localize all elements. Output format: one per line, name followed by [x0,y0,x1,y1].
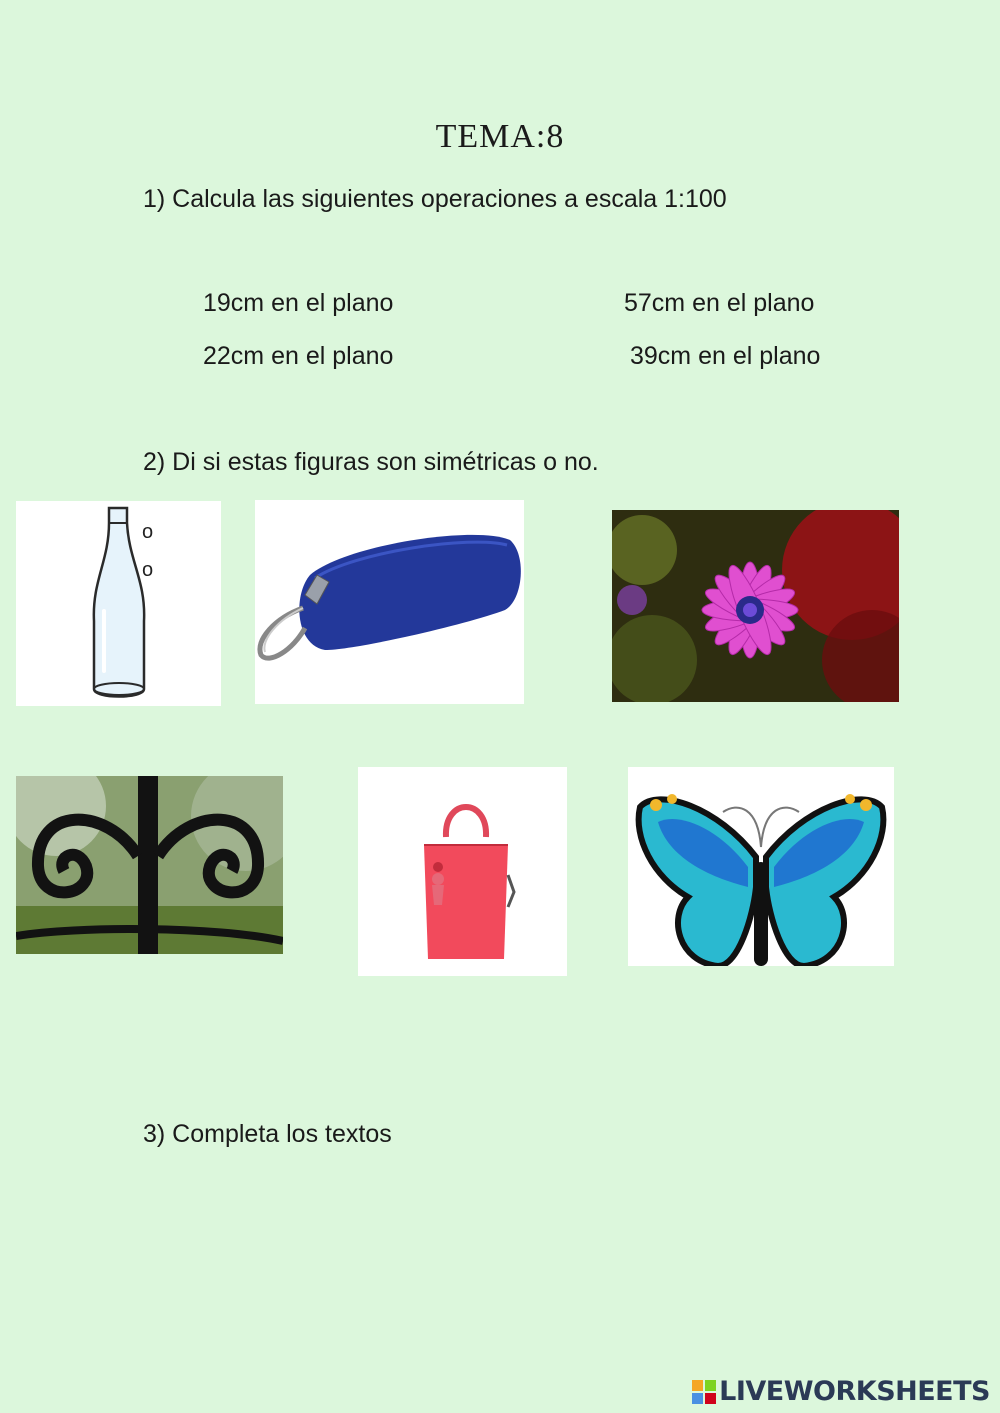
pencil-case-drawing [255,500,524,704]
handbag-drawing [358,767,567,976]
logo-text: LIVEWORKSHEETS [719,1376,990,1407]
logo-mark-icon [692,1380,716,1404]
bottle-mark-1: o [142,521,154,543]
question-2-prompt: 2) Di si estas figuras son simétricas o no. [143,448,599,476]
liveworksheets-logo [692,1376,990,1407]
handbag-image [358,767,567,976]
q1-item-2: 57cm en el plano [624,289,815,317]
q1-item-1: 19cm en el plano [203,289,394,317]
flower-image [612,510,899,702]
bottle-mark-2: o [142,559,154,581]
iron-gate-image [16,776,283,954]
question-1-prompt: 1) Calcula las siguientes operaciones a escala 1:100 [143,185,727,213]
bottle-image [16,501,221,706]
q1-item-4: 39cm en el plano [630,342,821,370]
iron-gate-drawing [16,776,283,954]
bottle-drawing [16,501,221,706]
question-3-prompt: 3) Completa los textos [143,1120,392,1148]
butterfly-drawing [628,767,894,966]
page-title: TEMA:8 [435,118,565,155]
q1-item-3: 22cm en el plano [203,342,394,370]
butterfly-image [628,767,894,966]
pencil-case-image [255,500,524,704]
flower-drawing [612,510,899,702]
